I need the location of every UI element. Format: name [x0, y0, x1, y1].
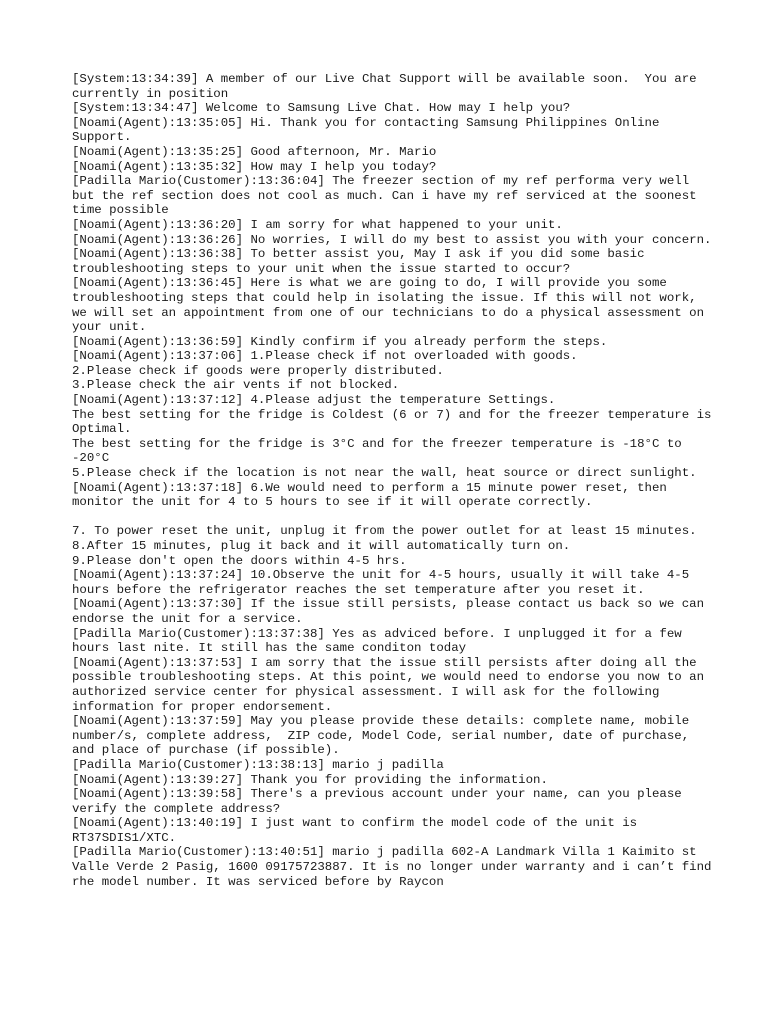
chat-message-line: [Noami(Agent):13:37:18] 6.We would need to perform a 15 minute power reset, then monitor the unit for 4 to 5 hours to see if it will operate correctly. — [72, 480, 675, 510]
chat-message-line: [Padilla Mario(Customer):13:38:13] mario j padilla — [72, 757, 444, 772]
chat-message-line — [72, 510, 712, 525]
chat-message-line: 3.Please check the air vents if not blocked. — [72, 378, 400, 393]
chat-message-line: [Noami(Agent):13:35:32] How may I help you today? — [72, 159, 437, 174]
chat-message-line: [Noami(Agent):13:37:53] I am sorry that the issue still persists after doing all the possible troubleshooting steps. At this point, we would need to endorse you now to an authorized service center for physical assessment. I will ask for the following information for proper endorsement. — [72, 655, 712, 714]
chat-message-line: [Noami(Agent):13:37:24] 10.Observe the unit for 4-5 hours, usually it will take 4-5 hours before the refrigerator reaches the set temperature after you reset it. — [72, 568, 697, 597]
chat-message-line: [Noami(Agent):13:36:20] I am sorry for what happened to your unit. — [72, 217, 563, 232]
chat-message-line: 2.Please check if goods were properly distributed. — [72, 363, 444, 378]
chat-message-line: [Noami(Agent):13:35:05] Hi. Thank you for contacting Samsung Philippines Online Support. — [72, 115, 667, 145]
chat-transcript — [72, 72, 719, 889]
chat-message-line: 7. To power reset the unit, unplug it from the power outlet for at least 15 minutes. — [72, 524, 697, 539]
chat-message-line: [Noami(Agent):13:37:06] 1.Please check if not overloaded with goods. — [72, 349, 578, 364]
chat-message-line: [System:13:34:47] Welcome to Samsung Live Chat. How may I help you? — [72, 101, 571, 116]
chat-message-line: [Noami(Agent):13:36:45] Here is what we are going to do, I will provide you some troubleshooting steps that could help in isolating the issue. If this will not work, we will set an appointment from one of our technicians to do a physical assessment on your unit. — [72, 276, 712, 335]
chat-message-line: 9.Please don't open the doors within 4-5 hrs. — [72, 553, 407, 568]
chat-message-line: [Padilla Mario(Customer):13:37:38] Yes as adviced before. I unplugged it for a few hours last nite. It still has the same conditon today — [72, 626, 690, 656]
chat-message-line: [System:13:34:39] A member of our Live Chat Support will be available soon. You are currently in position — [72, 72, 705, 101]
chat-message-line: [Noami(Agent):13:39:58] There's a previous account under your name, can you please verify the complete address? — [72, 787, 690, 816]
chat-message-line: [Noami(Agent):13:40:19] I just want to confirm the model code of the unit is RT37SDIS1/XTC. — [72, 816, 645, 845]
chat-message-line: The best setting for the fridge is 3°C and for the freezer temperature is -18°C to -20°C — [72, 436, 690, 466]
chat-message-line: [Noami(Agent):13:37:12] 4.Please adjust the temperature Settings. — [72, 393, 556, 408]
chat-message-line: [Noami(Agent):13:39:27] Thank you for providing the information. — [72, 772, 548, 787]
chat-message-line: [Padilla Mario(Customer):13:36:04] The freezer section of my ref performa very well but the ref section does not cool as much. Can i have my ref serviced at the soonest time possible — [72, 174, 705, 218]
chat-message-line: [Noami(Agent):13:36:38] To better assist you, May I ask if you did some basic troubleshooting steps to your unit when the issue started to occur? — [72, 247, 652, 276]
chat-message-line: The best setting for the fridge is Coldest (6 or 7) and for the freezer temperature is Optimal. — [72, 407, 719, 437]
chat-message-line: [Noami(Agent):13:37:59] May you please provide these details: complete name, mobile number/s, complete address, ZIP code, Model Code, serial number, date of purchase, and place of purchase (if possible). — [72, 714, 697, 758]
chat-message-line: [Padilla Mario(Customer):13:40:51] mario j padilla 602-A Landmark Villa 1 Kaimito st Valle Verde 2 Pasig, 1600 09175723887. It is no longer under warranty and i can’t find rhe model number. It was serviced before by Raycon — [72, 845, 719, 889]
chat-message-line: [Noami(Agent):13:35:25] Good afternoon, Mr. Mario — [72, 144, 437, 159]
chat-message-line: [Noami(Agent):13:36:59] Kindly confirm if you already perform the steps. — [72, 334, 608, 349]
chat-message-line: [Noami(Agent):13:36:26] No worries, I will do my best to assist you with your concern. — [72, 232, 712, 247]
chat-message-line: [Noami(Agent):13:37:30] If the issue still persists, please contact us back so we can endorse the unit for a service. — [72, 597, 712, 626]
chat-message-line: 8.After 15 minutes, plug it back and it will automatically turn on. — [72, 539, 571, 553]
chat-message-line: 5.Please check if the location is not near the wall, heat source or direct sunlight. — [72, 466, 697, 481]
